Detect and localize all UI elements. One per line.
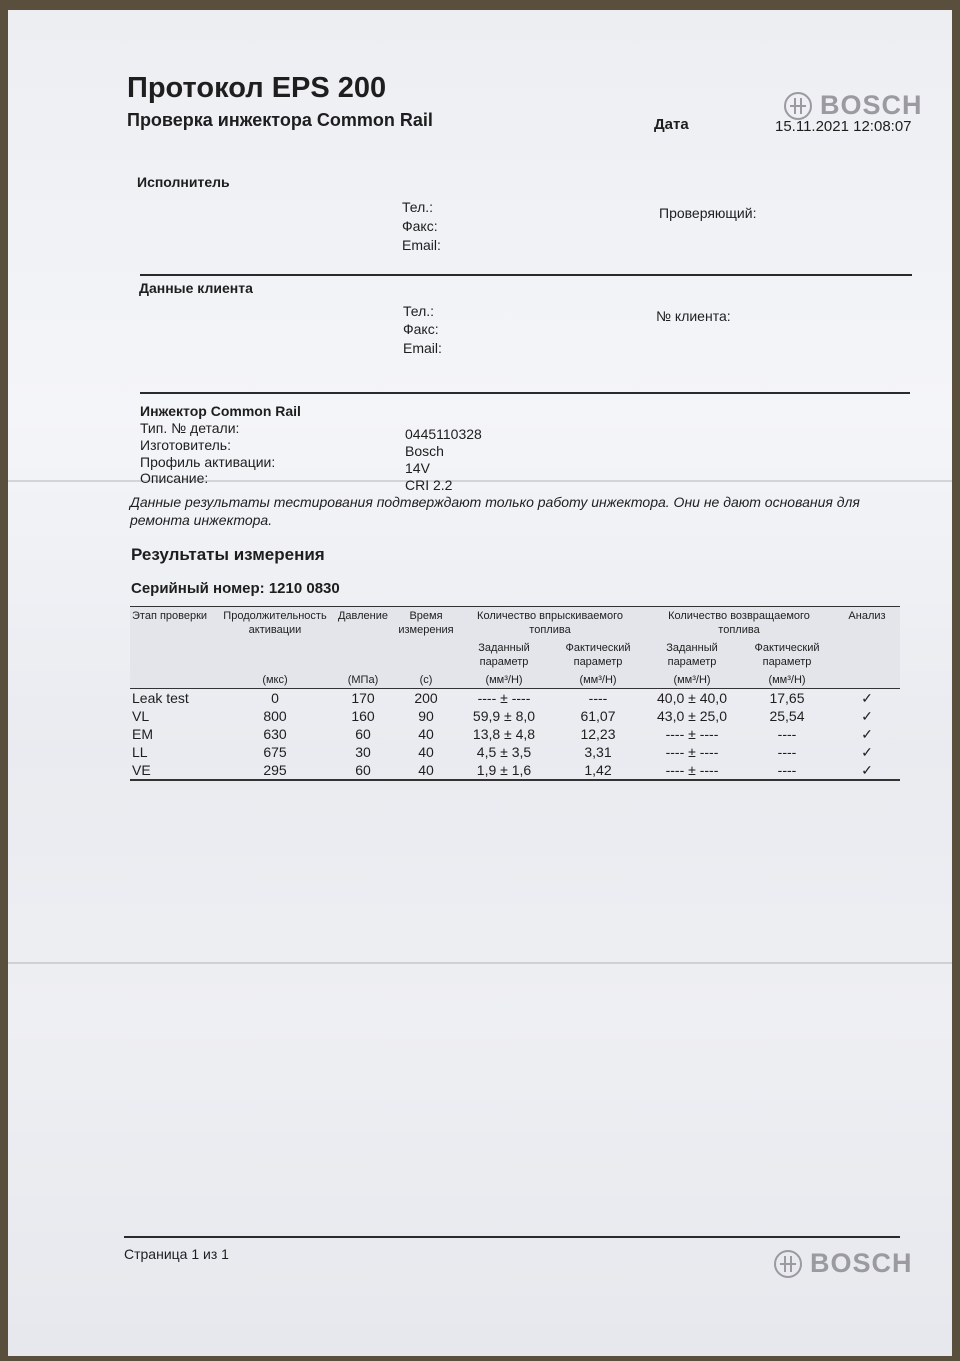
cell-inj-set: 13,8 ± 4,8 <box>472 726 536 742</box>
table-row <box>130 761 900 780</box>
unit-ret-set: (мм³/Н) <box>644 671 740 689</box>
col-pressure: Давление <box>330 607 396 672</box>
table-row <box>130 707 900 725</box>
client-number-label: № клиента: <box>656 308 731 324</box>
executor-email-label: Email: <box>402 237 441 253</box>
page-number: Страница 1 из 1 <box>124 1246 229 1262</box>
cell-inj-set: 4,5 ± 3,5 <box>476 744 532 760</box>
executor-phone-label: Тел.: <box>402 199 434 215</box>
description-label: Описание: <box>140 470 209 486</box>
cell-stage: LL <box>132 744 148 760</box>
description-value: CRI 2.2 <box>405 477 453 493</box>
bosch-logo <box>784 90 923 121</box>
unit-ret-actual: (мм³/Н) <box>740 671 834 689</box>
bosch-wordmark: BOSCH <box>810 1248 913 1278</box>
cell-ret-actual: 25,54 <box>769 708 805 724</box>
bosch-armature-icon <box>774 1250 802 1278</box>
manufacturer-value: Bosch <box>405 443 444 459</box>
client-email-label: Email: <box>403 340 442 356</box>
cell-ret-set: 40,0 ± 40,0 <box>657 690 727 706</box>
cell-inj-actual: ---- <box>588 690 608 706</box>
cell-ret-actual: ---- <box>777 726 797 742</box>
disclaimer-note: Данные результаты тестирования подтверждают только работу инжектора. Они не дают основания для ремонта инжектора. <box>130 494 860 528</box>
cell-duration: 295 <box>220 761 330 780</box>
cell-stage: VL <box>132 708 150 724</box>
checkmark-icon: ✓ <box>834 761 900 780</box>
cell-time: 200 <box>414 690 438 706</box>
bosch-logo-footer <box>774 1248 913 1279</box>
date-label: Дата <box>654 116 689 133</box>
cell-ret-actual: ---- <box>740 761 834 780</box>
cell-ret-set: 43,0 ± 25,0 <box>657 708 727 724</box>
table-row <box>130 725 900 743</box>
cell-duration: 630 <box>263 726 287 742</box>
cell-inj-set: ---- ± ---- <box>477 690 531 706</box>
paper-fold-line <box>8 962 952 964</box>
cell-ret-actual: 17,65 <box>769 690 805 706</box>
document-title: Протокол EPS 200 <box>127 72 387 104</box>
executor-fax-label: Факс: <box>402 218 438 234</box>
serial-number: Серийный номер: 1210 0830 <box>131 580 340 597</box>
col-analysis: Анализ <box>834 607 900 672</box>
unit-pressure: (МПа) <box>330 671 396 689</box>
cell-time: 40 <box>418 726 434 742</box>
table-row <box>130 743 900 761</box>
col-stage: Этап проверки <box>130 607 220 672</box>
cell-inj-set: 59,9 ± 8,0 <box>472 708 536 724</box>
checkmark-icon: ✓ <box>861 744 873 760</box>
inspector-label: Проверяющий: <box>659 205 757 221</box>
cell-ret-set: ---- ± ---- <box>644 761 740 780</box>
cell-stage: EM <box>132 726 153 742</box>
col-ret-actual: Фактический параметр <box>740 639 834 671</box>
col-returned-group: Количество возвращаемого топлива <box>644 607 834 640</box>
document-subtitle: Проверка инжектора Common Rail <box>127 110 433 130</box>
cell-duration: 0 <box>271 690 279 706</box>
col-time: Время измерения <box>396 607 456 672</box>
col-duration: Продолжительность активации <box>220 607 330 672</box>
checkmark-icon: ✓ <box>861 708 873 724</box>
section-divider <box>140 392 910 394</box>
part-number-value: 0445110328 <box>405 426 482 442</box>
table-row <box>130 689 900 708</box>
manufacturer-label: Изготовитель: <box>140 437 231 453</box>
injector-heading: Инжектор Common Rail <box>140 403 301 419</box>
cell-inj-actual: 3,31 <box>584 744 612 760</box>
client-phone-label: Тел.: <box>403 303 435 319</box>
unit-inj-actual: (мм³/Н) <box>552 671 644 689</box>
cell-duration: 800 <box>263 708 287 724</box>
col-inj-actual: Фактический параметр <box>552 639 644 671</box>
col-injected-group: Количество впрыскиваемого топлива <box>456 607 644 640</box>
cell-time: 40 <box>396 761 456 780</box>
col-inj-set: Заданный параметр <box>456 639 552 671</box>
section-divider <box>140 274 912 276</box>
cell-time: 40 <box>418 744 434 760</box>
unit-analysis <box>834 671 900 689</box>
activation-profile-label: Профиль активации: <box>140 454 276 470</box>
cell-ret-set: ---- ± ---- <box>665 744 719 760</box>
cell-time: 90 <box>418 708 434 724</box>
cell-inj-actual: 61,07 <box>580 708 616 724</box>
bosch-armature-icon <box>784 92 812 120</box>
cell-pressure: 60 <box>330 761 396 780</box>
unit-stage <box>130 671 220 689</box>
cell-ret-set: ---- ± ---- <box>665 726 719 742</box>
unit-duration: (мкс) <box>220 671 330 689</box>
cell-pressure: 30 <box>355 744 371 760</box>
footer-divider <box>124 1236 900 1238</box>
date-value: 15.11.2021 12:08:07 <box>775 118 912 135</box>
activation-profile-value: 14V <box>405 460 430 476</box>
unit-inj-set: (мм³/Н) <box>456 671 552 689</box>
cell-stage: Leak test <box>132 690 189 706</box>
cell-inj-set: 1,9 ± 1,6 <box>456 761 552 780</box>
cell-pressure: 170 <box>351 690 375 706</box>
measurement-table <box>130 606 900 781</box>
col-ret-set: Заданный параметр <box>644 639 740 671</box>
cell-ret-actual: ---- <box>777 744 797 760</box>
part-number-label: Тип. № детали: <box>140 420 240 436</box>
bosch-wordmark: BOSCH <box>820 90 923 120</box>
cell-pressure: 160 <box>351 708 375 724</box>
results-heading: Результаты измерения <box>131 545 325 564</box>
cell-inj-actual: 12,23 <box>580 726 616 742</box>
cell-inj-actual: 1,42 <box>552 761 644 780</box>
checkmark-icon: ✓ <box>861 726 873 742</box>
client-heading: Данные клиента <box>139 280 253 296</box>
checkmark-icon: ✓ <box>861 690 873 706</box>
cell-pressure: 60 <box>355 726 371 742</box>
executor-heading: Исполнитель <box>137 174 230 190</box>
cell-duration: 675 <box>263 744 287 760</box>
unit-time: (с) <box>396 671 456 689</box>
cell-stage: VE <box>130 761 220 780</box>
client-fax-label: Факс: <box>403 321 439 337</box>
